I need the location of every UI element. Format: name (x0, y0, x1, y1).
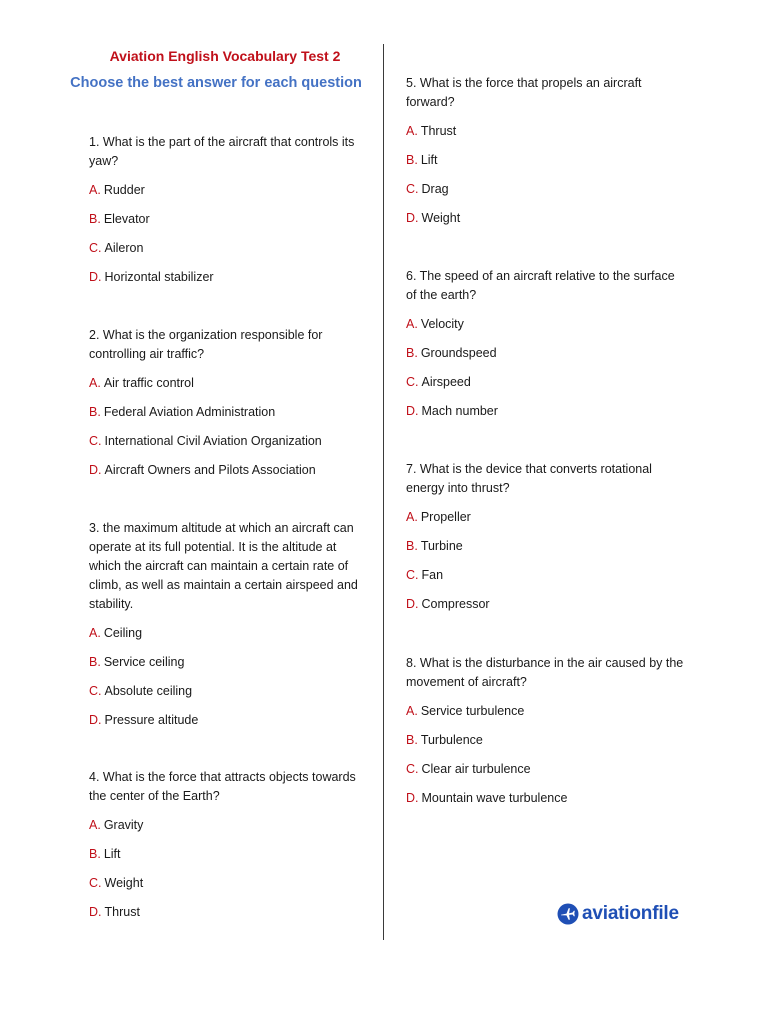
question-5 (406, 74, 686, 238)
option-letter: D. (406, 597, 419, 611)
option-label: Propeller (420, 510, 471, 524)
column-divider (383, 44, 384, 940)
option-c[interactable] (89, 874, 369, 893)
option-d[interactable] (406, 209, 686, 228)
option-c[interactable] (406, 373, 686, 392)
option-letter: B. (89, 847, 101, 861)
option-letter: B. (89, 212, 101, 226)
option-label: Gravity (103, 818, 144, 832)
option-label: International Civil Aviation Organization (104, 434, 322, 448)
option-label: Absolute ceiling (104, 684, 193, 698)
option-letter: C. (406, 568, 419, 582)
option-b[interactable] (89, 845, 369, 864)
option-letter: B. (406, 153, 418, 167)
option-label: Rudder (103, 183, 145, 197)
option-d[interactable] (406, 402, 686, 421)
option-b[interactable] (89, 653, 369, 672)
option-label: Aileron (104, 241, 144, 255)
option-letter: D. (406, 211, 419, 225)
option-label: Turbine (420, 539, 463, 553)
option-label: Ceiling (103, 626, 143, 640)
option-letter: A. (406, 124, 418, 138)
option-letter: C. (406, 182, 419, 196)
question-text: 1. What is the part of the aircraft that controls its yaw? (89, 135, 355, 168)
option-label: Lift (420, 153, 438, 167)
option-d[interactable] (89, 461, 369, 480)
page-title: Aviation English Vocabulary Test 2 (109, 48, 341, 64)
option-c[interactable] (89, 682, 369, 701)
option-label: Turbulence (420, 733, 483, 747)
option-letter: C. (89, 684, 102, 698)
option-b[interactable] (406, 731, 686, 750)
option-label: Mach number (421, 404, 498, 418)
option-label: Thrust (420, 124, 457, 138)
option-letter: A. (89, 183, 101, 197)
question-text: 3. the maximum altitude at which an aircraft can operate at its full potential. It is the altitude at which the aircraft can maintain a certain rate of climb, as well as maintain a certain airspeed and stability. (89, 521, 358, 611)
option-b[interactable] (406, 344, 686, 363)
question-text: 6. The speed of an aircraft relative to the surface of the earth? (406, 269, 675, 302)
option-label: Drag (421, 182, 449, 196)
option-letter: A. (89, 626, 101, 640)
option-c[interactable] (406, 760, 686, 779)
option-letter: B. (406, 733, 418, 747)
option-a[interactable] (89, 181, 369, 200)
option-letter: C. (406, 375, 419, 389)
option-label: Airspeed (421, 375, 471, 389)
option-b[interactable] (406, 537, 686, 556)
option-label: Horizontal stabilizer (104, 270, 214, 284)
option-letter: D. (406, 404, 419, 418)
option-letter: D. (89, 905, 102, 919)
option-letter: A. (406, 510, 418, 524)
option-letter: C. (89, 241, 102, 255)
option-letter: A. (89, 818, 101, 832)
option-label: Lift (103, 847, 121, 861)
option-label: Aircraft Owners and Pilots Association (104, 463, 316, 477)
option-letter: C. (89, 876, 102, 890)
option-a[interactable] (406, 702, 686, 721)
option-a[interactable] (89, 374, 369, 393)
option-d[interactable] (89, 711, 369, 730)
option-label: Velocity (420, 317, 464, 331)
option-letter: A. (406, 704, 418, 718)
question-7 (406, 460, 686, 624)
aviationfile-logo (557, 903, 679, 925)
option-label: Fan (421, 568, 444, 582)
option-d[interactable] (89, 268, 369, 287)
option-label: Service ceiling (103, 655, 185, 669)
logo-text: aviationfile (582, 903, 679, 924)
option-label: Air traffic control (103, 376, 194, 390)
option-label: Pressure altitude (104, 713, 199, 727)
option-label: Thrust (104, 905, 140, 919)
question-text: 4. What is the force that attracts objects towards the center of the Earth? (89, 770, 356, 803)
option-letter: C. (89, 434, 102, 448)
option-letter: D. (89, 713, 102, 727)
option-label: Groundspeed (420, 346, 497, 360)
option-b[interactable] (89, 403, 369, 422)
option-a[interactable] (406, 508, 686, 527)
question-text: 5. What is the force that propels an aircraft forward? (406, 76, 642, 109)
option-label: Service turbulence (420, 704, 525, 718)
option-letter: B. (406, 539, 418, 553)
option-a[interactable] (406, 122, 686, 141)
question-text: 7. What is the device that converts rotational energy into thrust? (406, 462, 652, 495)
option-letter: B. (406, 346, 418, 360)
option-letter: A. (89, 376, 101, 390)
option-c[interactable] (406, 566, 686, 585)
question-text: 8. What is the disturbance in the air caused by the movement of aircraft? (406, 656, 684, 689)
option-letter: B. (89, 405, 101, 419)
question-8 (406, 654, 686, 818)
question-3 (89, 519, 369, 740)
option-letter: D. (89, 270, 102, 284)
option-d[interactable] (406, 595, 686, 614)
option-label: Federal Aviation Administration (103, 405, 276, 419)
option-a[interactable] (89, 816, 369, 835)
option-letter: A. (406, 317, 418, 331)
option-letter: B. (89, 655, 101, 669)
question-2 (89, 326, 369, 490)
question-1 (89, 133, 369, 297)
question-4 (89, 768, 369, 932)
option-letter: C. (406, 762, 419, 776)
option-a[interactable] (406, 315, 686, 334)
option-label: Compressor (421, 597, 490, 611)
airplane-icon (557, 903, 579, 925)
page-subtitle: Choose the best answer for each question (70, 75, 362, 91)
option-a[interactable] (89, 624, 369, 643)
option-letter: D. (89, 463, 102, 477)
option-c[interactable] (89, 432, 369, 451)
question-6 (406, 267, 686, 431)
question-text: 2. What is the organization responsible for controlling air traffic? (89, 328, 323, 361)
option-label: Weight (104, 876, 144, 890)
option-letter: D. (406, 791, 419, 805)
option-label: Weight (421, 211, 461, 225)
option-b[interactable] (406, 151, 686, 170)
option-d[interactable] (89, 903, 369, 922)
option-label: Elevator (103, 212, 150, 226)
option-b[interactable] (89, 210, 369, 229)
option-c[interactable] (89, 239, 369, 258)
option-label: Mountain wave turbulence (421, 791, 568, 805)
option-d[interactable] (406, 789, 686, 808)
option-c[interactable] (406, 180, 686, 199)
option-label: Clear air turbulence (421, 762, 531, 776)
